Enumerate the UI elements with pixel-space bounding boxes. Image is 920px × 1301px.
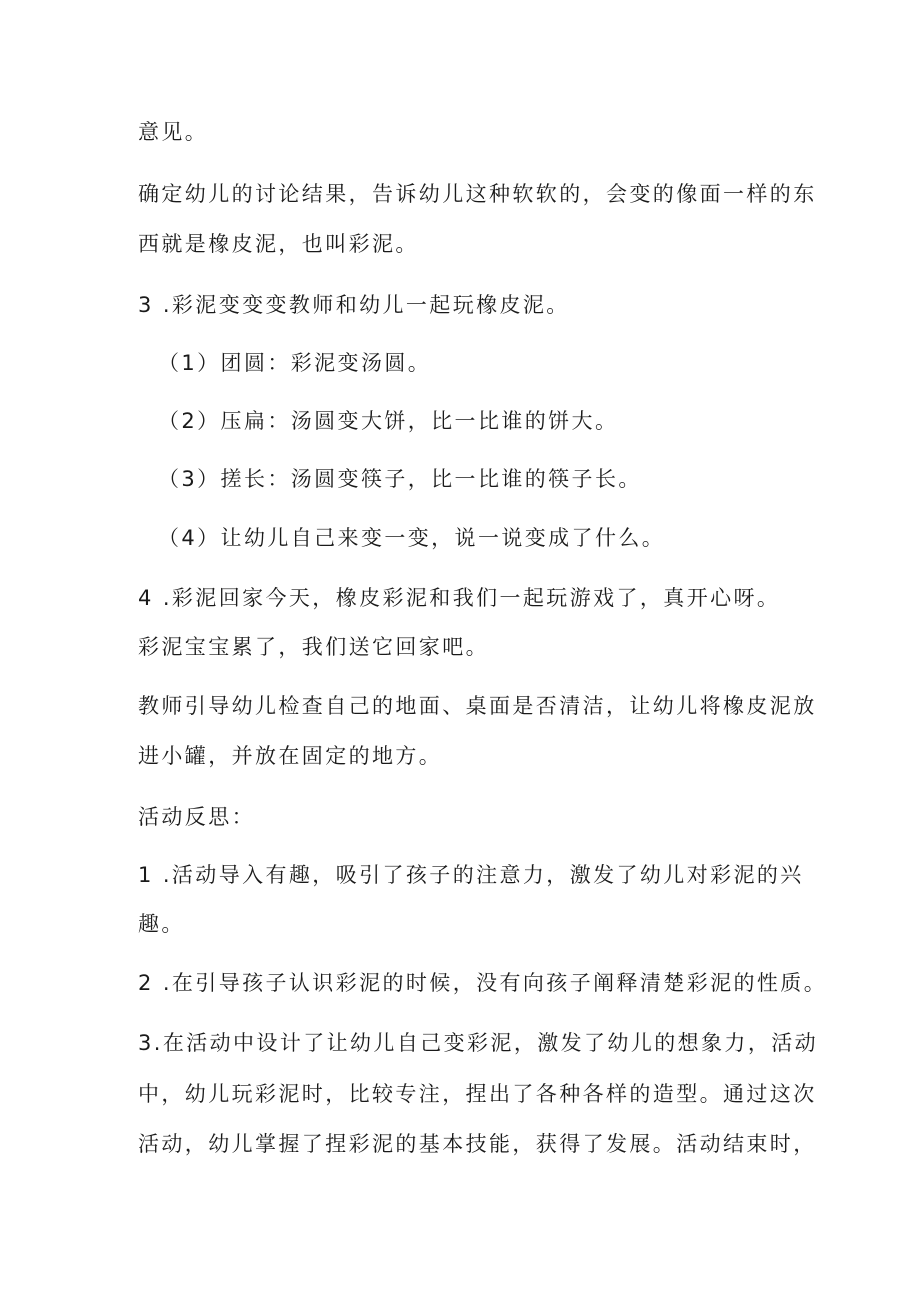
text-line: 中，幼儿玩彩泥时，比较专注，捏出了各种各样的造型。通过这次 <box>138 1082 817 1106</box>
list-item: 2 .在引导孩子认识彩泥的时候，没有向孩子阐释清楚彩泥的性质。 <box>138 971 828 995</box>
text-line: 西就是橡皮泥，也叫彩泥。 <box>138 232 419 256</box>
list-item: （1）团圆：彩泥变汤圆。 <box>158 351 432 375</box>
text-line: 教师引导幼儿检查自己的地面、桌面是否清洁，让幼儿将橡皮泥放 <box>138 694 817 718</box>
section-heading: 4 .彩泥回家今天，橡皮彩泥和我们一起玩游戏了，真开心呀。 <box>138 586 781 610</box>
list-item: （4）让幼儿自己来变一变，说一说变成了什么。 <box>158 526 666 550</box>
text-line: 趣。 <box>138 912 185 936</box>
section-heading: 3 .彩泥变变变教师和幼儿一起玩橡皮泥。 <box>138 293 570 317</box>
list-item: （3）搓长：汤圆变筷子，比一比谁的筷子长。 <box>158 467 642 491</box>
text-line: 活动，幼儿掌握了捏彩泥的基本技能，获得了发展。活动结束时， <box>138 1132 817 1156</box>
list-item: 3.在活动中设计了让幼儿自己变彩泥，激发了幼儿的想象力，活动 <box>138 1031 819 1055</box>
list-item: （2）压扁：汤圆变大饼，比一比谁的饼大。 <box>158 409 619 433</box>
list-item: 1 .活动导入有趣，吸引了孩子的注意力，激发了幼儿对彩泥的兴 <box>138 863 804 887</box>
text-line: 确定幼儿的讨论结果，告诉幼儿这种软软的，会变的像面一样的东 <box>138 182 817 206</box>
reflection-heading: 活动反思： <box>138 805 255 829</box>
text-line: 彩泥宝宝累了，我们送它回家吧。 <box>138 635 489 659</box>
text-line: 进小罐，并放在固定的地方。 <box>138 744 443 768</box>
text-line: 意见。 <box>138 120 209 144</box>
